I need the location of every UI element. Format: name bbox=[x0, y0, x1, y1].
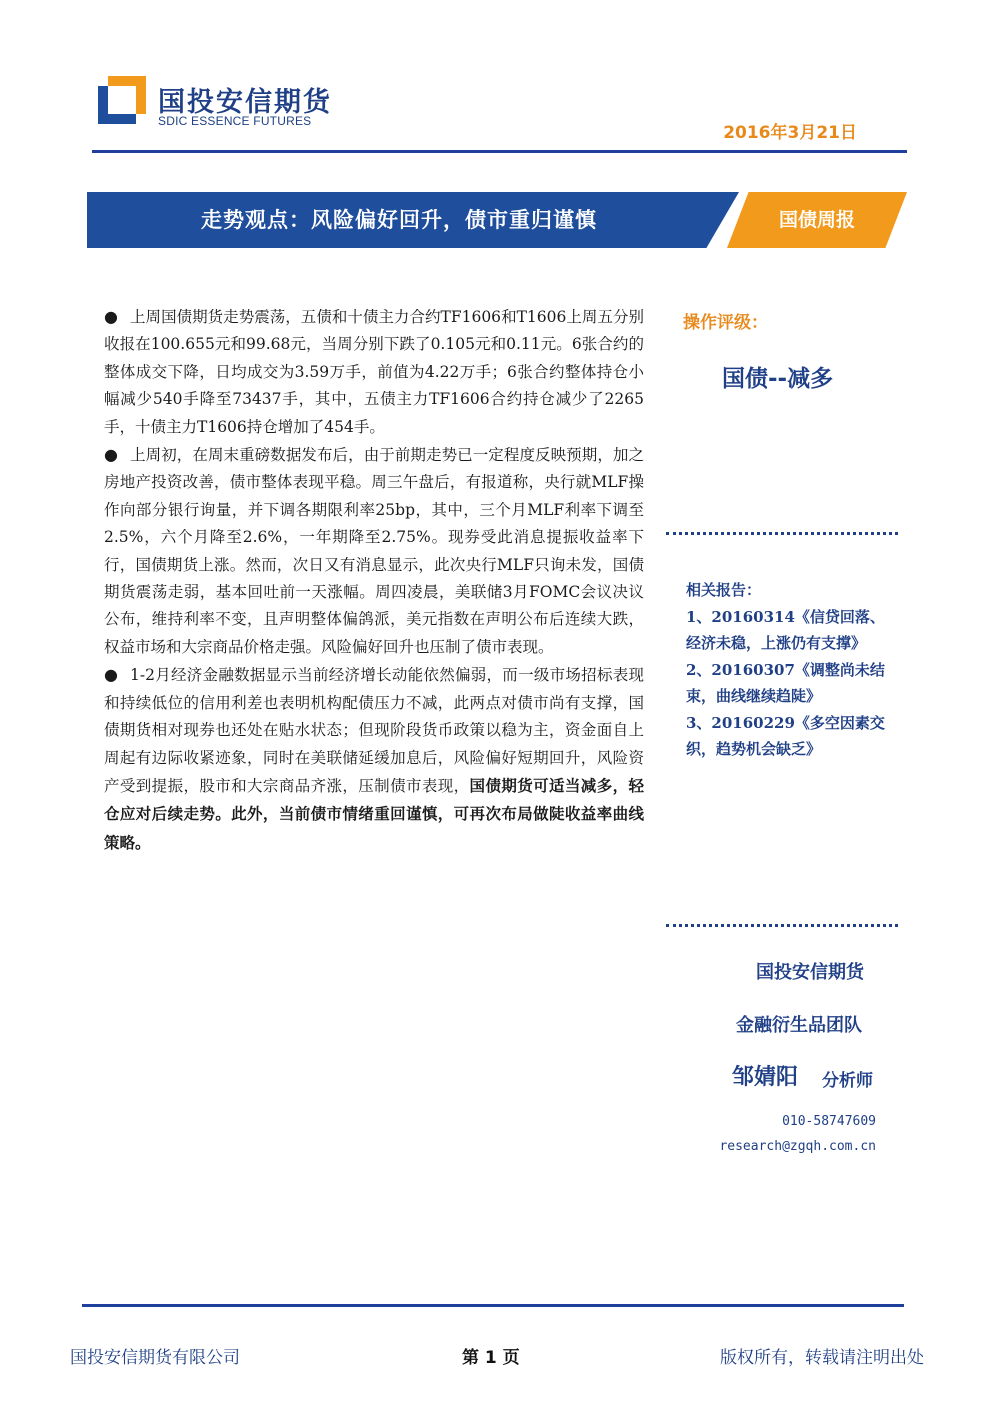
contact-email[interactable]: research@zgqh.com.cn bbox=[719, 1139, 876, 1154]
report-title: 走势观点：风险偏好回升，债市重归谨慎 bbox=[201, 208, 597, 232]
paragraph-text: 上周国债期货走势震荡，五债和十债主力合约TF1606和T1606上周五分别收报在100.655元和99.68元，当周分别下跌了0.105元和0.11元。6张合约的整体成交下降，日均成交为3.59万手，前值为4.22万手；6张合约整体持仓小幅减少540手降至73437手，其中，五债主力TF1606合约持仓减少了2265手，十债主力T1606持仓增加了454手。 bbox=[104, 308, 644, 436]
bullet-icon: ● bbox=[104, 665, 118, 685]
report-date: 2016年3月21日 bbox=[723, 123, 857, 143]
bullet-icon: ● bbox=[104, 307, 118, 326]
related-reports-title: 相关报告： bbox=[686, 581, 762, 599]
footer-divider bbox=[82, 1304, 904, 1307]
paragraph-text: 上周初，在周末重磅数据发布后，由于前期走势已一定程度反映预期，加之房地产投资改善，债市整体表现平稳。周三午盘后，有报道称，央行就MLF操作向部分银行询量，并下调各期限利率25bp，其中，三个月MLF利率下调至2.5%，六个月降至2.6%，一年期降至2.75%。现券受此消息提振收益率下行，国债期货上涨。然而，次日又有消息显示，此次央行MLF只询未发，国债期货震荡走弱，基本回吐前一天涨幅。周四凌晨，美联储3月FOMC会议决议公布，维持利率不变，且声明整体偏鸽派，美元指数在声明公布后连续大跌，权益市场和大宗商品价格走强。风险偏好回升也压制了债市表现。 bbox=[104, 446, 644, 656]
team-name: 金融衍生品团队 bbox=[736, 1015, 862, 1036]
body-paragraph-1 bbox=[104, 303, 644, 441]
body-paragraph-2 bbox=[104, 441, 644, 661]
contact-phone: 010-58747609 bbox=[782, 1114, 876, 1129]
page-number: 第 1 页 bbox=[462, 1348, 520, 1368]
analyst-name: 邹婧阳 bbox=[732, 1065, 799, 1090]
report-type-tag: 国债周报 bbox=[778, 209, 855, 231]
dotted-divider bbox=[666, 532, 898, 535]
firm-name: 国投安信期货 bbox=[756, 962, 864, 983]
paragraph-conclusion: 国债期货可适当减多，轻仓应对后续走势。此外，当前债市情绪重回谨慎，可再次布局做陡收益率曲线策略。 bbox=[104, 775, 644, 852]
analyst-role: 分析师 bbox=[822, 1071, 873, 1091]
logo-icon bbox=[98, 76, 146, 124]
logo-english-name: SDIC ESSENCE FUTURES bbox=[158, 114, 312, 128]
footer-company: 国投安信期货有限公司 bbox=[70, 1348, 240, 1368]
bullet-icon: ● bbox=[104, 445, 118, 465]
footer-copyright: 版权所有，转载请注明出处 bbox=[720, 1348, 924, 1368]
rating-label: 操作评级： bbox=[683, 313, 768, 333]
related-report-item[interactable]: 2、20160307《调整尚未结束，曲线继续趋陡》 bbox=[686, 660, 885, 706]
body-paragraph-3 bbox=[104, 661, 644, 857]
related-report-item[interactable]: 3、20160229《多空因素交织，趋势机会缺乏》 bbox=[686, 713, 885, 759]
rating-value: 国债--减多 bbox=[722, 366, 834, 392]
header-divider bbox=[92, 150, 907, 153]
dotted-divider bbox=[666, 924, 898, 927]
logo-chinese-name: 国投安信期货 bbox=[158, 87, 332, 118]
report-body bbox=[104, 303, 644, 857]
paragraph-text: 1-2月经济金融数据显示当前经济增长动能依然偏弱，而一级市场招标表现和持续低位的信用利差也表明机构配债压力不减，此两点对债市尚有支撑，国债期货相对现券也还处在贴水状态；但现阶段货币政策以稳为主，资金面自上周起有边际收紧迹象，同时在美联储延缓加息后，风险偏好短期回升，风险资产受到提振，股市和大宗商品齐涨，压制债市表现， bbox=[104, 666, 644, 795]
related-report-item[interactable]: 1、20160314《信贷回落、经济未稳，上涨仍有支撑》 bbox=[686, 608, 885, 653]
related-reports-list bbox=[686, 604, 896, 762]
